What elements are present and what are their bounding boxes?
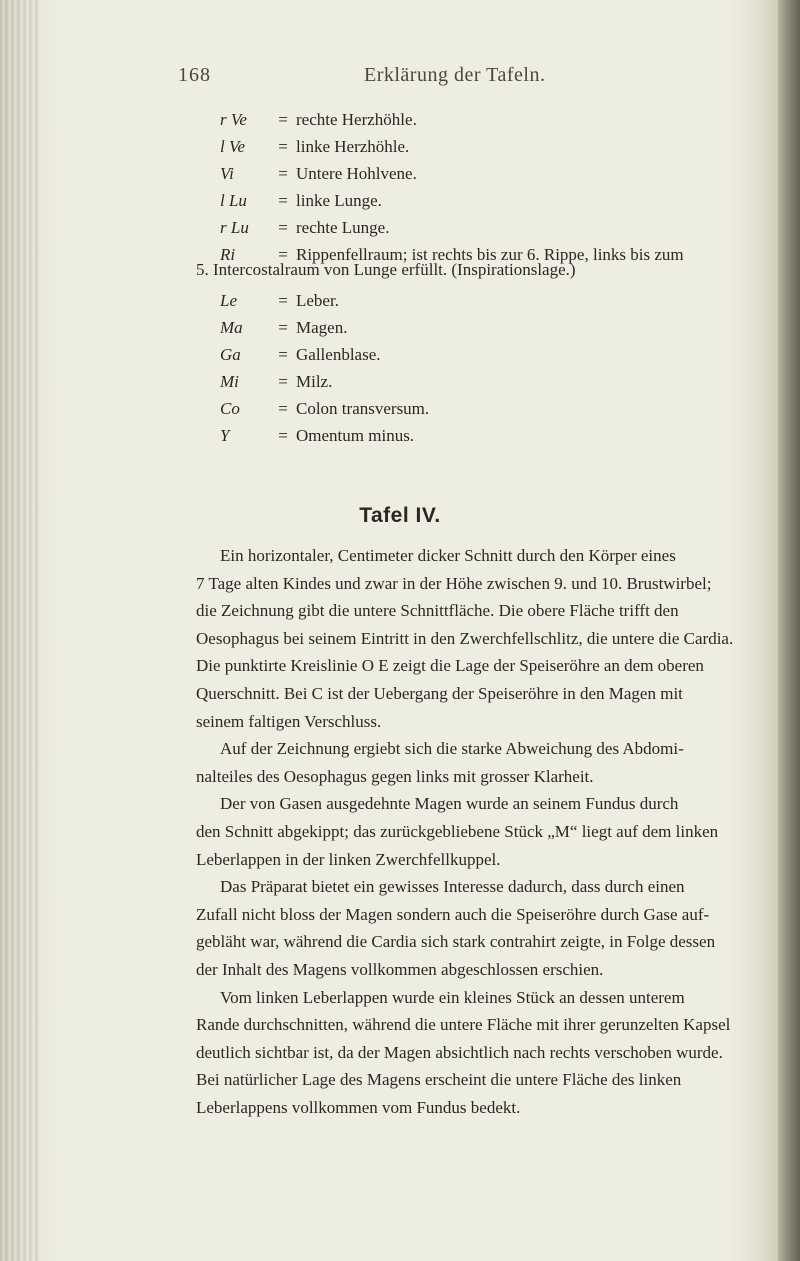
paragraph xyxy=(196,873,766,983)
legend-def: Untere Hohlvene. xyxy=(296,164,417,183)
legend-def: Milz. xyxy=(296,372,333,391)
text-line: Querschnitt. Bei C ist der Uebergang der Speiseröhre in den Magen mit xyxy=(196,683,683,703)
legend-abbr: l Ve xyxy=(220,137,246,156)
legend-abbr: r Lu xyxy=(220,218,249,237)
text-line: der Inhalt des Magens vollkommen abgeschlossen erschien. xyxy=(196,959,604,979)
text-line: seinem faltigen Verschluss. xyxy=(196,711,382,731)
text-line: Der von Gasen ausgedehnte Magen wurde an seinem Fundus durch xyxy=(220,794,679,814)
legend-abbr: Y xyxy=(220,426,230,445)
legend-def: rechte Herzhöhle. xyxy=(296,110,417,129)
page-binding-shadow xyxy=(0,0,40,1261)
text-line: Rande durchschnitten, während die untere Fläche mit ihrer gerunzelten Kapsel xyxy=(196,1015,731,1035)
legend-def: Magen. xyxy=(296,318,348,337)
legend-abbr: Ga xyxy=(220,345,241,364)
paragraph xyxy=(196,542,766,735)
paragraph xyxy=(196,735,766,790)
legend-list xyxy=(220,106,760,268)
legend-def: Rippenfellraum; ist rechts bis zur 6. Rippe, links bis zum xyxy=(296,245,684,264)
text-line: 7 Tage alten Kindes und zwar in der Höhe zwischen 9. und 10. Brustwirbel; xyxy=(196,573,712,593)
legend-item: Mi = Milz. xyxy=(220,368,429,395)
legend-def: rechte Lunge. xyxy=(296,218,390,237)
legend-def: Leber. xyxy=(296,291,339,310)
legend-abbr: Ma xyxy=(220,318,243,337)
legend-abbr: l Lu xyxy=(220,191,247,210)
legend-abbr: Vi xyxy=(220,164,234,183)
page-header xyxy=(0,64,800,94)
text-line: Ein horizontaler, Centimeter dicker Schnitt durch den Körper eines xyxy=(220,546,676,565)
legend-def: linke Lunge. xyxy=(296,191,382,210)
legend-item: Vi = Untere Hohlvene. xyxy=(220,160,760,187)
legend-item: r Lu = rechte Lunge. xyxy=(220,214,760,241)
text-line: Leberlappens vollkommen vom Fundus bedekt. xyxy=(196,1097,521,1117)
text-line: Die punktirte Kreislinie O E zeigt die Lage der Speiseröhre an dem oberen xyxy=(196,656,704,676)
legend-item: l Lu = linke Lunge. xyxy=(220,187,760,214)
legend-def: linke Herzhöhle. xyxy=(296,137,410,156)
text-line: den Schnitt abgekippt; das zurückgebliebene Stück „M“ liegt auf dem linken xyxy=(196,821,719,841)
text-line: Vom linken Leberlappen wurde ein kleines Stück an dessen unterem xyxy=(220,987,685,1007)
body-text xyxy=(196,542,766,1121)
text-line: nalteiles des Oesophagus gegen links mit grosser Klarheit. xyxy=(196,766,594,786)
legend-abbr: Ri xyxy=(220,245,236,264)
text-line: deutlich sichtbar ist, da der Magen absichtlich nach rechts verschoben wurde. xyxy=(196,1042,723,1062)
page-edge-shadow xyxy=(778,0,800,1261)
legend-item: Y = Omentum minus. xyxy=(220,422,429,449)
running-title: Erklärung der Tafeln. xyxy=(364,64,546,86)
paragraph xyxy=(196,984,766,1122)
legend-def: Colon transversum. xyxy=(296,399,430,418)
legend-abbr: Le xyxy=(220,291,237,310)
text-line: Bei natürlicher Lage des Magens erscheint die untere Fläche des linken xyxy=(196,1070,682,1090)
legend-continuation: 5. Intercostalraum von Lunge erfüllt. (Inspirationslage.) xyxy=(196,260,576,279)
legend-item: Ri = Rippenfellraum; ist rechts bis zur 6. Rippe, links bis zum xyxy=(220,241,760,268)
paragraph xyxy=(196,790,766,873)
page-number: 168 xyxy=(178,64,211,86)
legend-item: r Ve = rechte Herzhöhle. xyxy=(220,106,760,133)
text-line: Auf der Zeichnung ergiebt sich die starke Abweichung des Abdomi- xyxy=(220,739,684,759)
legend-def: Gallenblase. xyxy=(296,345,381,364)
section-title: Tafel IV. xyxy=(359,504,441,527)
legend-def: Omentum minus. xyxy=(296,426,415,445)
text-line: Zufall nicht bloss der Magen sondern auch die Speiseröhre durch Gase auf- xyxy=(196,904,710,924)
legend-item: Ma = Magen. xyxy=(220,314,429,341)
text-line: Oesophagus bei seinem Eintritt in den Zwerchfellschlitz, die untere die Cardia. xyxy=(196,628,734,648)
legend-item: Ga = Gallenblase. xyxy=(220,341,429,368)
text-line: Das Präparat bietet ein gewisses Interesse dadurch, dass durch einen xyxy=(220,877,685,897)
legend-abbr: Co xyxy=(220,399,240,418)
legend-abbr: Mi xyxy=(220,372,239,391)
text-line: Leberlappen in der linken Zwerchfellkuppel. xyxy=(196,849,501,869)
legend-abbr: r Ve xyxy=(220,110,247,129)
text-line: die Zeichnung gibt die untere Schnittfläche. Die obere Fläche trifft den xyxy=(196,601,679,621)
legend-item: l Ve = linke Herzhöhle. xyxy=(220,133,760,160)
text-line: gebläht war, während die Cardia sich stark contrahirt zeigte, in Folge dessen xyxy=(196,932,716,952)
legend-item: Le = Leber. xyxy=(220,287,429,314)
legend-item: Co = Colon transversum. xyxy=(220,395,429,422)
legend-list-2 xyxy=(220,287,429,449)
